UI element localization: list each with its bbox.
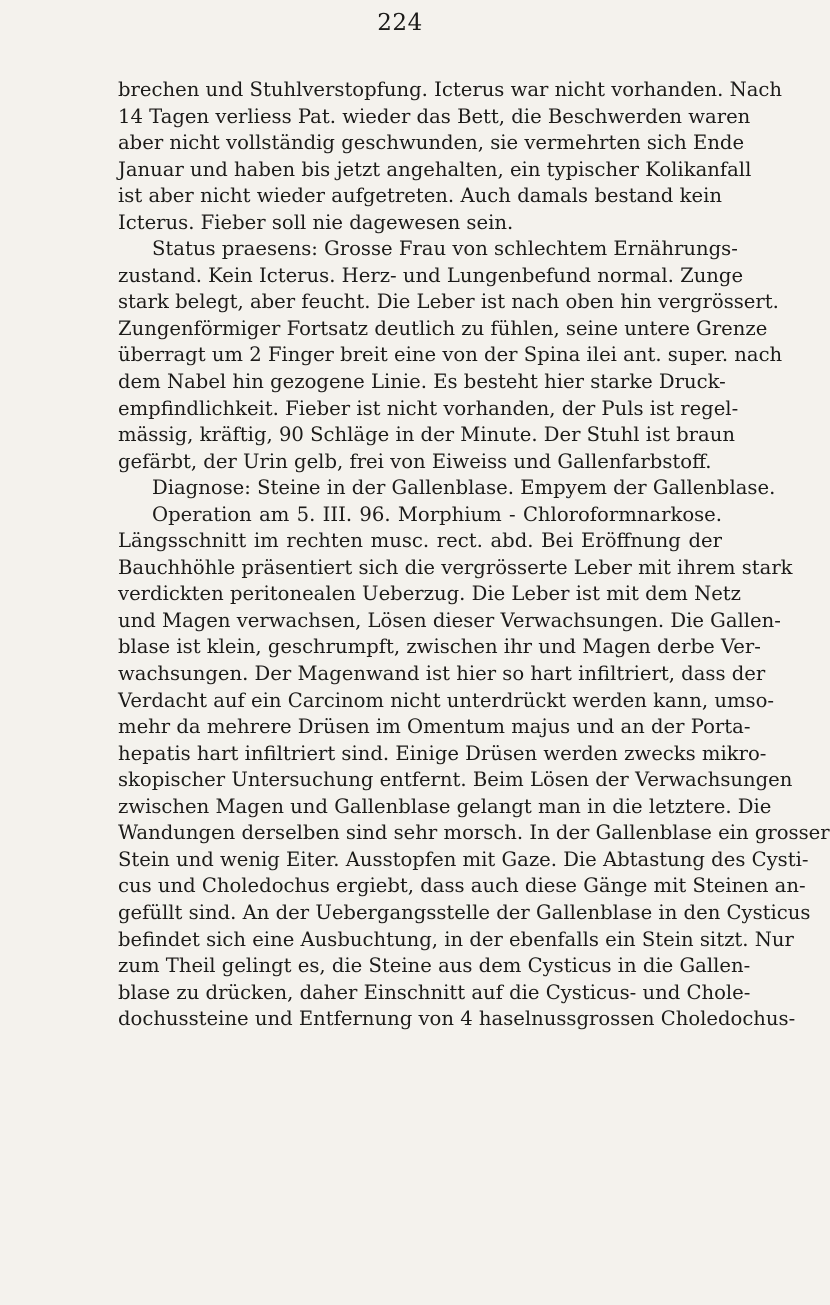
text-line: Diagnose: Steine in der Gallenblase. Empyem der Gallenblase.: [152, 476, 776, 500]
text-line: wachsungen. Der Magenwand ist hier so hart infiltriert, dass der: [118, 662, 766, 686]
text-line: dochussteine und Entfernung von 4 haselnussgrossen Choledochus-: [118, 1007, 796, 1031]
text-line: blase ist klein, geschrumpft, zwischen ihr und Magen derbe Ver-: [118, 635, 761, 659]
text-line: zwischen Magen und Gallenblase gelangt man in die letztere. Die: [118, 794, 772, 818]
text-line: Stein und wenig Eiter. Ausstopfen mit Gaze. Die Abtastung des Cysti-: [118, 847, 809, 871]
text-line: Bauchhöhle präsentiert sich die vergrösserte Leber mit ihrem stark: [118, 555, 793, 579]
text-line: cus und Choledochus ergiebt, dass auch diese Gänge mit Steinen an-: [118, 874, 806, 898]
body-text: [118, 77, 830, 1033]
text-line: Längsschnitt im rechten musc. rect. abd. Bei Eröffnung der: [118, 529, 722, 553]
text-line: zustand. Kein Icterus. Herz- und Lungenbefund normal. Zunge: [118, 263, 744, 287]
text-line: ist aber nicht wieder aufgetreten. Auch damals bestand kein: [118, 184, 722, 208]
text-line: stark belegt, aber feucht. Die Leber ist nach oben hin vergrössert.: [118, 290, 779, 314]
text-line: Icterus. Fieber soll nie dagewesen sein.: [118, 210, 514, 234]
text-line: empfindlichkeit. Fieber ist nicht vorhanden, der Puls ist regel-: [118, 396, 739, 420]
text-line: mässig, kräftig, 90 Schläge in der Minute. Der Stuhl ist braun: [118, 423, 735, 447]
text-line: gefärbt, der Urin gelb, frei von Eiweiss und Gallenfarbstoff.: [118, 449, 712, 473]
text-line: und Magen verwachsen, Lösen dieser Verwachsungen. Die Gallen-: [118, 608, 781, 632]
text-line: zum Theil gelingt es, die Steine aus dem Cysticus in die Gallen-: [118, 954, 751, 978]
text-line: gefüllt sind. An der Uebergangsstelle der Gallenblase in den Cysticus: [118, 900, 811, 924]
text-line: Januar und haben bis jetzt angehalten, ein typischer Kolikanfall: [118, 157, 752, 181]
text-line: Verdacht auf ein Carcinom nicht unterdrückt werden kann, umso-: [118, 688, 774, 712]
page-number: 224: [377, 10, 423, 36]
text-line: Operation am 5. III. 96. Morphium - Chloroformnarkose.: [152, 502, 722, 526]
text-line: hepatis hart infiltriert sind. Einige Drüsen werden zwecks mikro-: [118, 741, 767, 765]
text-line: blase zu drücken, daher Einschnitt auf die Cysticus- und Chole-: [118, 980, 751, 1004]
text-line: Zungenförmiger Fortsatz deutlich zu fühlen, seine untere Grenze: [118, 316, 768, 340]
text-line: überragt um 2 Finger breit eine von der Spina ilei ant. super. nach: [118, 343, 783, 367]
text-line: brechen und Stuhlverstopfung. Icterus war nicht vorhanden. Nach: [118, 78, 783, 101]
text-line: befindet sich eine Ausbuchtung, in der ebenfalls ein Stein sitzt. Nur: [118, 927, 794, 951]
text-line: mehr da mehrere Drüsen im Omentum majus und an der Porta-: [118, 715, 751, 739]
text-line: aber nicht vollständig geschwunden, sie vermehrten sich Ende: [118, 131, 745, 155]
text-line: verdickten peritonealen Ueberzug. Die Leber ist mit dem Netz: [118, 582, 742, 606]
text-line: Wandungen derselben sind sehr morsch. In der Gallenblase ein grosser: [118, 821, 830, 845]
text-line: skopischer Untersuchung entfernt. Beim Lösen der Verwachsungen: [118, 768, 793, 792]
text-line: 14 Tagen verliess Pat. wieder das Bett, die Beschwerden waren: [118, 104, 751, 128]
text-line: dem Nabel hin gezogene Linie. Es besteht hier starke Druck-: [118, 370, 726, 394]
text-line: Status praesens: Grosse Frau von schlechtem Ernährungs-: [152, 237, 738, 261]
